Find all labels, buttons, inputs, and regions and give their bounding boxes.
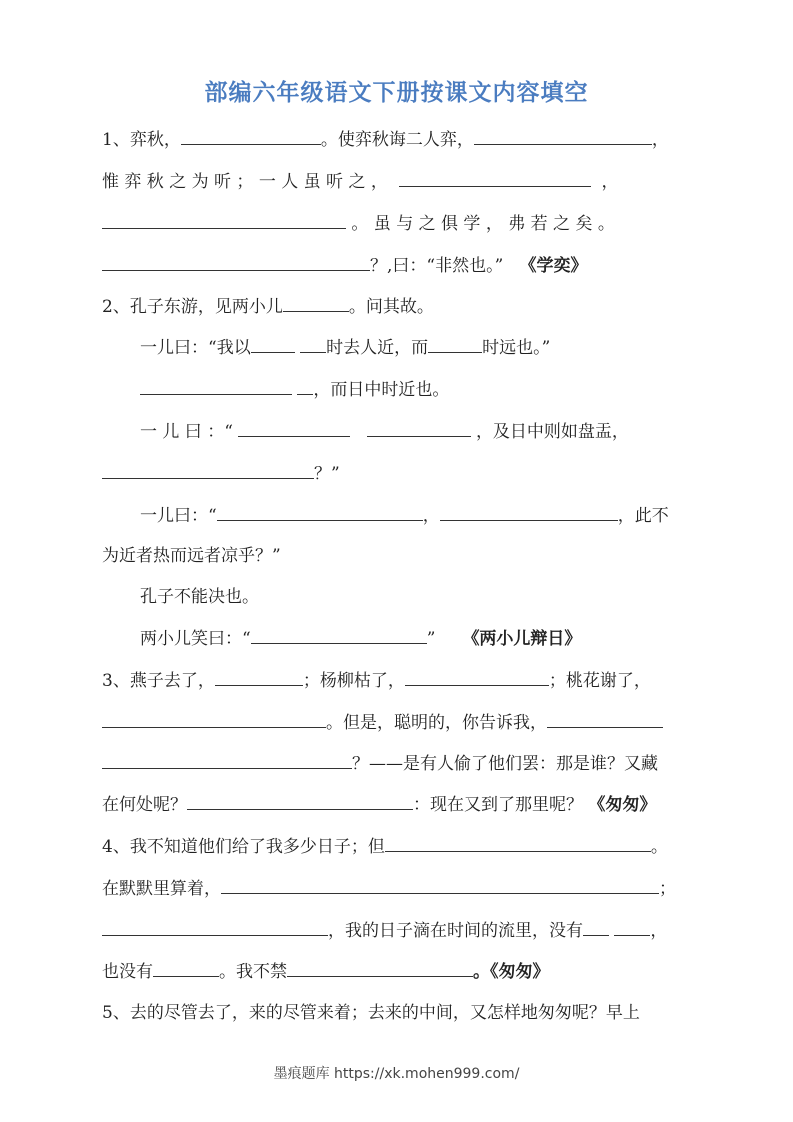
q4-text: ，我的日子滴在时间的流里，没有	[328, 921, 583, 941]
blank[interactable]	[283, 293, 349, 312]
q3-text: 。但是，聪明的，你告诉我，	[326, 713, 547, 733]
q3-line-3	[102, 750, 690, 776]
q1-line-3	[102, 210, 690, 236]
q2-line-2	[140, 334, 690, 360]
source-title: 。《匆匆》	[473, 962, 550, 982]
blank[interactable]	[102, 210, 346, 229]
q4-line-1	[102, 833, 690, 859]
blank[interactable]	[399, 168, 591, 187]
blank[interactable]	[102, 917, 328, 936]
q2-line-6	[140, 502, 690, 528]
source-title: 《两小儿辩日》	[462, 629, 582, 649]
q1-text: ，	[601, 172, 619, 192]
q2-text: 2、孔子东游，见两小儿	[102, 297, 283, 317]
q2-text: ，	[422, 506, 440, 526]
blank[interactable]	[140, 376, 292, 395]
q4-text: ；	[659, 879, 676, 899]
q1-text: 。使弈秋诲二人弈，	[320, 130, 474, 150]
q2-text: 。问其故。	[348, 297, 434, 317]
blank[interactable]	[440, 502, 618, 521]
q4-text: 4、我不知道他们给了我多少日子；但	[102, 837, 385, 857]
blank[interactable]	[102, 709, 326, 728]
q2-text: ，此不	[617, 506, 669, 526]
q3-line-4	[102, 791, 690, 817]
q2-line-8: 孔子不能决也。	[140, 587, 259, 607]
q3-line-2	[102, 709, 690, 735]
footer-watermark: 墨痕题库 https://xk.mohen999.com/	[273, 1066, 520, 1082]
q1-text: 1、弈秋，	[102, 130, 181, 150]
q2-text: 一儿曰：“我以	[140, 338, 251, 358]
source-title: 《匆匆》	[588, 795, 657, 815]
blank[interactable]	[300, 334, 326, 353]
q1-text: ，	[651, 130, 669, 150]
blank[interactable]	[221, 875, 659, 894]
blank[interactable]	[238, 418, 350, 437]
q3-text: ；杨柳枯了，	[302, 671, 405, 691]
blank[interactable]	[474, 126, 652, 145]
q1-line-2	[102, 168, 690, 194]
q2-text: 时去人近，而	[326, 338, 429, 358]
page-title: 部编六年级语文下册按课文内容填空	[204, 80, 589, 106]
q2-line-7: 为近者热而远者凉乎？”	[102, 546, 281, 566]
blank[interactable]	[217, 502, 423, 521]
blank[interactable]	[297, 376, 313, 395]
q2-line-1	[102, 293, 690, 319]
q1-line-1	[102, 126, 690, 152]
q5-line-1: 5、去的尽管去了，来的尽管来着；去来的中间，又怎样地匆匆呢？早上	[102, 1003, 640, 1023]
q4-text: 在默默里算着，	[102, 879, 221, 899]
q2-line-9	[140, 625, 690, 651]
q4-line-4	[102, 958, 690, 984]
q2-line-4	[140, 418, 690, 444]
q1-line-4	[102, 252, 690, 278]
blank[interactable]	[215, 667, 303, 686]
blank[interactable]	[583, 917, 609, 936]
q3-text: ；桃花谢了，	[548, 671, 651, 691]
blank[interactable]	[102, 750, 352, 769]
q1-text: 惟 弈 秋 之 为 听 ； 一 人 虽 听 之 ，	[102, 172, 388, 192]
q4-text: ，	[650, 921, 668, 941]
q4-line-2	[102, 875, 690, 901]
q2-text: 时远也。”	[482, 338, 551, 358]
q2-line-3	[140, 376, 690, 402]
q4-text: 也没有	[102, 962, 153, 982]
blank[interactable]	[614, 917, 650, 936]
q2-text: 一儿曰：“	[140, 506, 217, 526]
q2-line-5	[102, 460, 690, 486]
q2-text: ，及日中则如盘盂，	[475, 422, 629, 442]
q3-line-1	[102, 667, 690, 693]
q2-text: ”	[426, 629, 436, 649]
blank[interactable]	[102, 460, 314, 479]
q1-text: 。 虽 与 之 俱 学 ， 弗 若 之 矣 。	[351, 214, 615, 234]
q4-text: 。我不禁	[219, 962, 287, 982]
blank[interactable]	[102, 252, 370, 271]
q3-text: ？——是有人偷了他们罢：那是谁？又藏	[352, 754, 658, 774]
q4-text: 。	[650, 837, 668, 857]
blank[interactable]	[405, 667, 549, 686]
blank[interactable]	[428, 334, 482, 353]
q2-text: ？”	[314, 464, 340, 484]
q3-text: ：现在又到了那里呢？	[413, 795, 583, 815]
q2-text: 两小儿笑曰：“	[140, 629, 251, 649]
q2-text: ，而日中时近也。	[313, 380, 450, 400]
q2-text: 一 儿 曰 ：“	[140, 422, 233, 442]
blank[interactable]	[367, 418, 471, 437]
source-title: 《学奕》	[519, 256, 588, 276]
blank[interactable]	[547, 709, 663, 728]
blank[interactable]	[187, 791, 413, 810]
blank[interactable]	[251, 334, 295, 353]
q1-text: ？,曰：“非然也。”	[370, 256, 504, 276]
blank[interactable]	[181, 126, 321, 145]
blank[interactable]	[153, 958, 219, 977]
q3-text: 在何处呢？	[102, 795, 187, 815]
blank[interactable]	[287, 958, 473, 977]
blank[interactable]	[385, 833, 651, 852]
q4-line-3	[102, 917, 690, 943]
q3-text: 3、燕子去了，	[102, 671, 215, 691]
blank[interactable]	[251, 625, 427, 644]
